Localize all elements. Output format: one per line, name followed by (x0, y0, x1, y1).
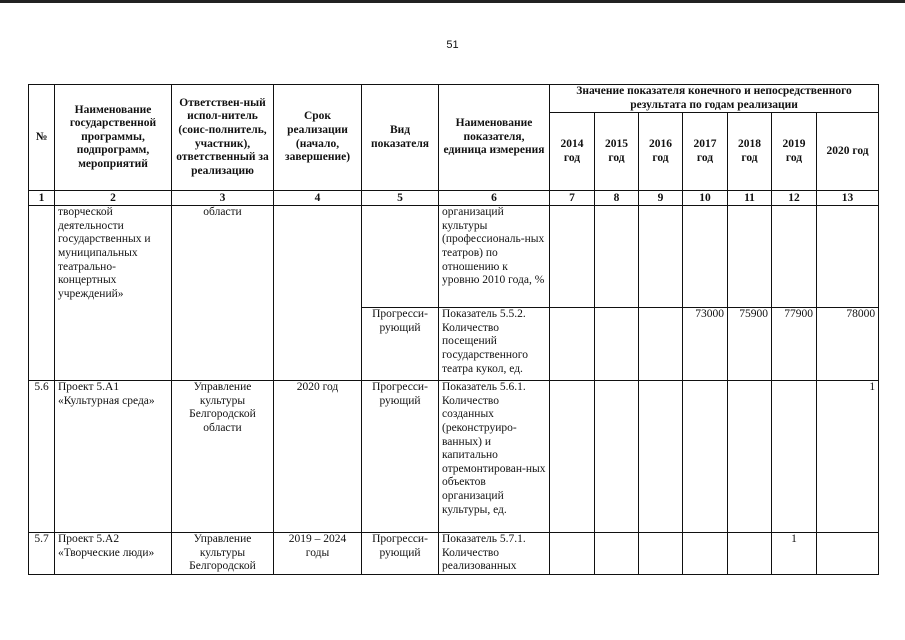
column-number: 8 (595, 191, 639, 206)
cell-type: Прогресси-рующий (362, 533, 439, 575)
cell-value (728, 533, 772, 575)
cell-value (683, 381, 728, 533)
column-number: 1 (29, 191, 55, 206)
cell-value (728, 206, 772, 308)
indicators-table (28, 84, 879, 575)
top-border-line (0, 0, 905, 3)
header-year: 2017 год (683, 113, 728, 191)
header-year: 2020 год (817, 113, 879, 191)
column-numbers-row (29, 191, 879, 206)
header-year: 2016 год (639, 113, 683, 191)
cell-value: 77900 (772, 308, 817, 381)
column-number: 4 (274, 191, 362, 206)
cell-indicator: Показатель 5.7.1. Количество реализованных (439, 533, 550, 575)
cell-value (595, 533, 639, 575)
cell-value (550, 533, 595, 575)
header-program: Наименование государственной программы, подпрограмм, мероприятий (55, 85, 172, 191)
cell-value (639, 206, 683, 308)
cell-value (550, 206, 595, 308)
header-year: 2015 год (595, 113, 639, 191)
header-period: Срок реализации (начало, завершение) (274, 85, 362, 191)
cell-value: 78000 (817, 308, 879, 381)
header-no: № (29, 85, 55, 191)
cell-no: 5.7 (29, 533, 55, 575)
cell-value (595, 206, 639, 308)
column-number: 7 (550, 191, 595, 206)
cell-responsible: области (172, 206, 274, 381)
header-type: Вид показателя (362, 85, 439, 191)
cell-program: Проект 5.А1 «Культурная среда» (55, 381, 172, 533)
column-number: 11 (728, 191, 772, 206)
cell-indicator: Показатель 5.5.2. Количество посещений государственного театра кукол, ед. (439, 308, 550, 381)
table-row (29, 381, 879, 533)
table-row (29, 533, 879, 575)
table-row (29, 206, 879, 308)
cell-value (550, 308, 595, 381)
cell-type: Прогресси-рующий (362, 308, 439, 381)
cell-type (362, 206, 439, 308)
cell-value (772, 381, 817, 533)
cell-value (639, 533, 683, 575)
column-number: 9 (639, 191, 683, 206)
cell-value (683, 206, 728, 308)
header-values-group: Значение показателя конечного и непосредственного результата по годам реализации (550, 85, 879, 113)
column-number: 6 (439, 191, 550, 206)
header-responsible: Ответствен-ный испол-нитель (соис-полнитель, участник), ответственный за реализацию (172, 85, 274, 191)
cell-program: творческой деятельности государственных и муниципальных театрально-концертных учреждений» (55, 206, 172, 381)
cell-type: Прогресси-рующий (362, 381, 439, 533)
cell-value (639, 381, 683, 533)
column-number: 2 (55, 191, 172, 206)
column-number: 5 (362, 191, 439, 206)
header-year: 2018 год (728, 113, 772, 191)
cell-value (595, 381, 639, 533)
cell-period: 2020 год (274, 381, 362, 533)
cell-period (274, 206, 362, 381)
cell-value: 1 (772, 533, 817, 575)
cell-responsible: Управление культуры Белгородской области (172, 381, 274, 533)
column-number: 3 (172, 191, 274, 206)
cell-value (683, 533, 728, 575)
cell-value: 75900 (728, 308, 772, 381)
cell-indicator: организаций культуры (профессиональ-ных театров) по отношению к уровню 2010 года, % (439, 206, 550, 308)
header-row-1 (29, 85, 879, 113)
cell-responsible: Управление культуры Белгородской (172, 533, 274, 575)
header-year: 2019 год (772, 113, 817, 191)
cell-value: 1 (817, 381, 879, 533)
page-number: 51 (446, 39, 459, 51)
cell-value (772, 206, 817, 308)
cell-value: 73000 (683, 308, 728, 381)
cell-value (595, 308, 639, 381)
column-number: 10 (683, 191, 728, 206)
cell-period: 2019 – 2024 годы (274, 533, 362, 575)
cell-program: Проект 5.А2 «Творческие люди» (55, 533, 172, 575)
header-year: 2014 год (550, 113, 595, 191)
cell-value (550, 381, 595, 533)
cell-value (817, 533, 879, 575)
column-number: 12 (772, 191, 817, 206)
cell-value (728, 381, 772, 533)
column-number: 13 (817, 191, 879, 206)
header-indicator: Наименование показателя, единица измерения (439, 85, 550, 191)
cell-no (29, 206, 55, 381)
cell-value (817, 206, 879, 308)
cell-no: 5.6 (29, 381, 55, 533)
cell-value (639, 308, 683, 381)
cell-indicator: Показатель 5.6.1. Количество созданных (реконструиро-ванных) и капитально отремонтирован-ных объектов организаций культуры, ед. (439, 381, 550, 533)
